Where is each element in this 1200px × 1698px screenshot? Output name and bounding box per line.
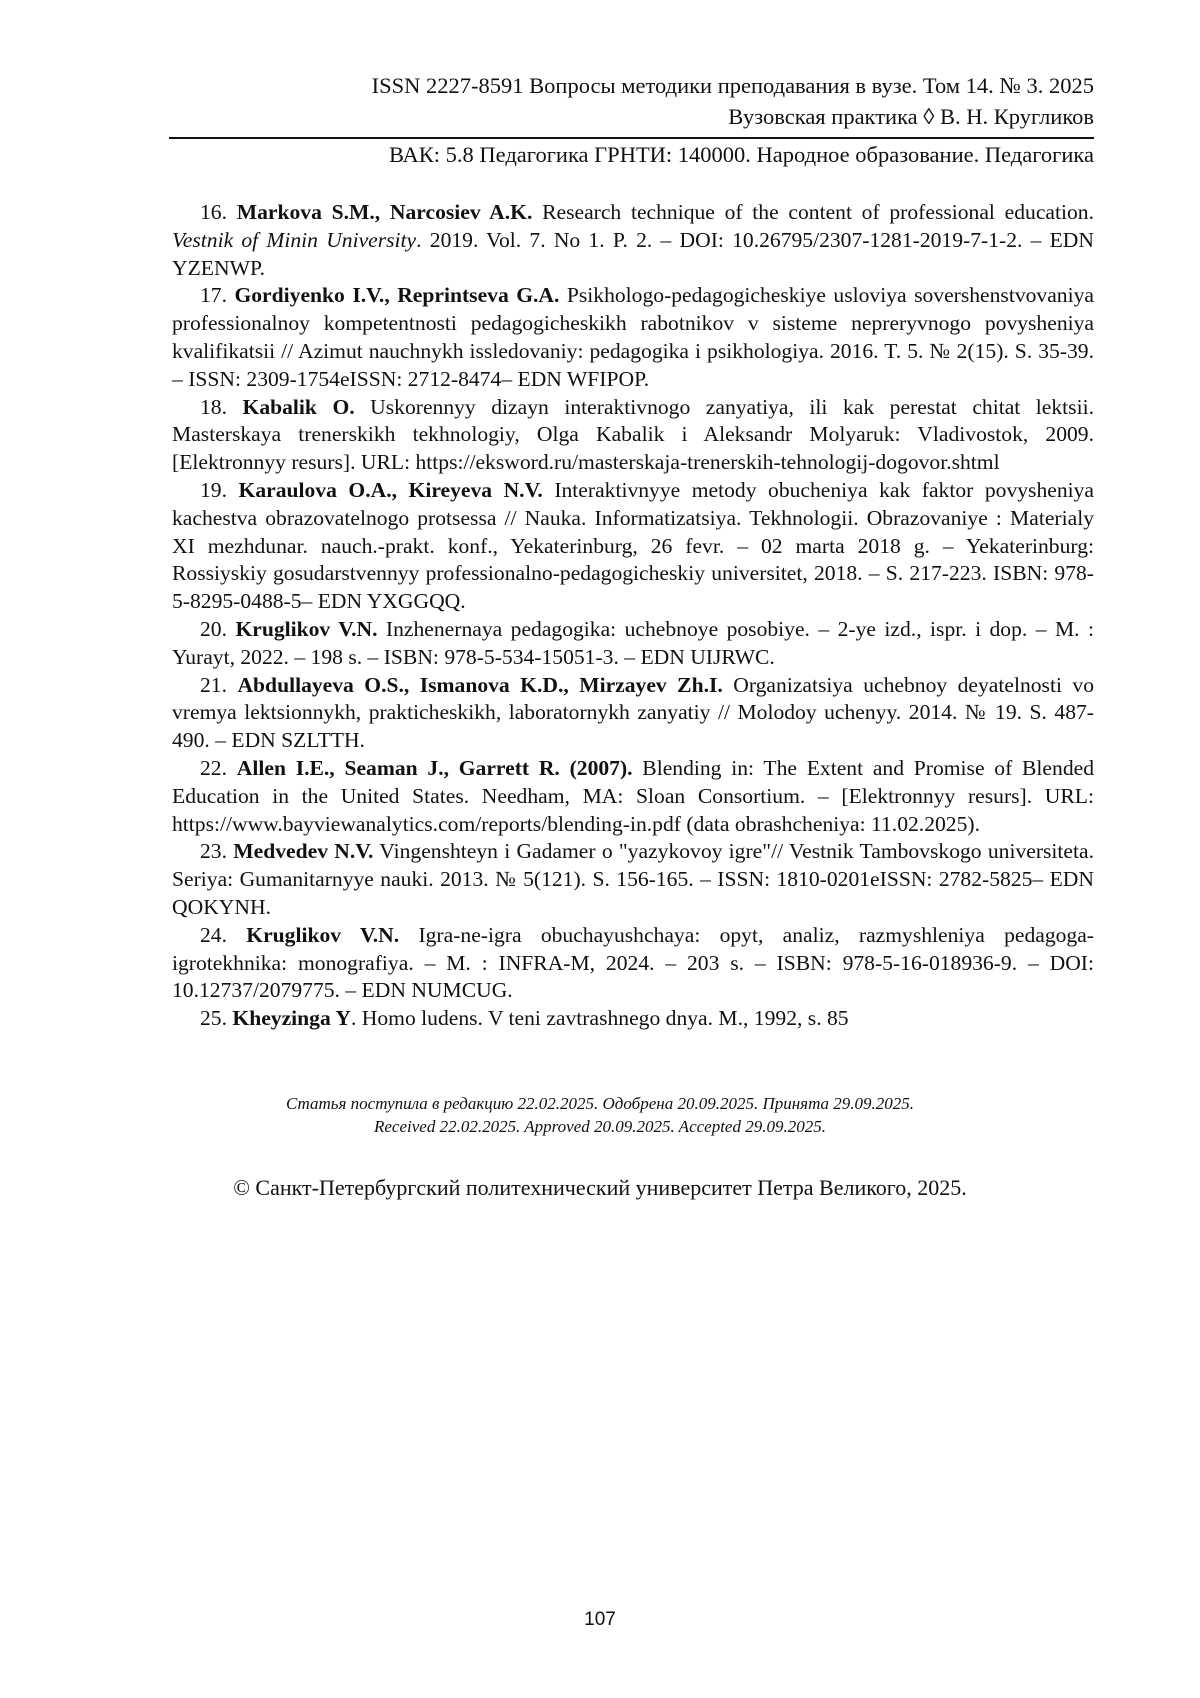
copyright: © Санкт-Петербургский политехнический университет Петра Великого, 2025. (233, 1175, 967, 1200)
classification-line: ВАК: 5.8 Педагогика ГРНТИ: 140000. Народное образование. Педагогика (388, 142, 1094, 167)
reference-text: Interaktivnyye metody obucheniya kak faktor povysheniya kachestva obrazovatelnogo protsessa // Nauka. Informatizatsiya. Tekhnologii. Obrazovaniye : Materialy XI mezhdunar. nauch.-prakt. konf., Yekaterinburg, 26 fevr. – 02 marta 2018 g. – Yekaterinburg: Rossiyskiy gosudarstvennyy professionalno-pedagogicheskiy universitet, 2018. – S. 217-223. ISBN: 978-5-8295-0488-5– EDN YXGGQQ. (172, 477, 1095, 614)
reference-authors: Kruglikov V.N. (246, 922, 400, 947)
reference-text: Organizatsiya uchebnoy deyatelnosti vo vremya lektsionnykh, prakticheskikh, laboratornykh zanyatiy // Molodoy uchenyy. 2014. № 19. S. 487-490. – EDN SZLTTH. (172, 672, 1094, 753)
reference-item (172, 1005, 1094, 1033)
reference-text: Blending in: The Extent and Promise of Blended Education in the United States. Needham, MA: Sloan Consortium. – [Elektronnyy resurs]. URL: https://www.bayviewanalytics.com/reports/blending-in.pdf (data obrashcheniya: 11.02.2025). (172, 755, 1094, 836)
dates-en: Received 22.02.2025. Approved 20.09.2025. Accepted 29.09.2025. (374, 1117, 826, 1136)
reference-text: . Homo ludens. V teni zavtrashnego dnya. M., 1992, s. 85 (350, 1006, 849, 1031)
reference-number: 19. (200, 477, 227, 502)
reference-text: Igra-ne-igra obuchayushchaya: opyt, analiz, razmyshleniya pedagoga-igrotekhnika: monografiya. – M. : INFRA-M, 2024. – 203 s. – ISBN: 978-5-16-018936-9. – DOI: 10.12737/2079775. – EDN NUMCUG. (172, 922, 1094, 1003)
journal-header: ISSN 2227-8591 Вопросы методики преподавания в вузе. Том 14. № 3. 2025 (371, 73, 1094, 98)
reference-number: 24. (200, 922, 227, 947)
reference-number: 16. (200, 200, 227, 224)
reference-item (172, 394, 1094, 477)
reference-number: 22. (200, 755, 227, 780)
reference-authors: Kabalik O. (242, 394, 355, 419)
reference-number: 20. (200, 616, 227, 641)
reference-list (172, 199, 1094, 1033)
article-dates (0, 1092, 1200, 1138)
reference-number: 23. (200, 839, 227, 864)
reference-item (172, 838, 1094, 921)
page-number: 107 (584, 1609, 616, 1630)
reference-item (172, 282, 1094, 393)
reference-text: . 2019. Vol. 7. No 1. P. 2. – DOI: 10.26795/2307-1281-2019-7-1-2. – EDN YZENWP. (172, 227, 1094, 280)
reference-text: Uskorennyy dizayn interaktivnogo zanyatiya, ili kak perestat chitat lektsii. Masterskaya trenerskikh tekhnologiy, Olga Kabalik i Aleksandr Molyaruk: Vladivostok, 2009. [Elektronnyy resurs]. URL: https://eksword.ru/masterskaja-trenerskih-tehnologij-dogovor.shtml (172, 394, 1094, 475)
section-author-header: Вузовская практика ◊ В. Н. Кругликов (728, 104, 1094, 129)
reference-number: 18. (200, 394, 227, 419)
reference-item (172, 672, 1094, 755)
reference-authors: Karaulova O.A., Kireyeva N.V. (238, 477, 543, 502)
reference-item (172, 199, 1094, 282)
reference-item (172, 616, 1094, 672)
header-rule (169, 137, 1094, 139)
reference-authors: Gordiyenko I.V., Reprintseva G.A. (234, 283, 560, 308)
reference-text: Psikhologo-pedagogicheskiye usloviya sovershenstvovaniya professionalnoy kompetentnosti pedagogicheskikh rabotnikov v sisteme nepreryvnogo povysheniya kvalifikatsii // Azimut nauchnykh issledovaniy: pedagogika i psikhologiya. 2016. T. 5. № 2(15). S. 35-39. – ISSN: 2309-1754eISSN: 2712-8474– EDN WFIPOP. (172, 283, 1094, 391)
reference-authors: Allen I.E., Seaman J., Garrett R. (2007). (236, 755, 633, 780)
reference-number: 21. (200, 672, 227, 697)
reference-text: Research technique of the content of professional education. (532, 200, 1094, 224)
reference-item (172, 922, 1094, 1005)
reference-number: 25. (200, 1006, 227, 1031)
dates-ru: Статья поступила в редакцию 22.02.2025. Одобрена 20.09.2025. Принята 29.09.2025. (285, 1094, 915, 1113)
reference-authors: Markova S.M., Narcosiev A.K. (236, 200, 533, 224)
reference-authors: Kruglikov V.N. (235, 616, 378, 641)
reference-item (172, 755, 1094, 838)
reference-authors: Abdullayeva O.S., Ismanova K.D., Mirzayev Zh.I. (237, 672, 723, 697)
reference-text: Vingenshteyn i Gadamer o "yazykovoy igre"// Vestnik Tambovskogo universiteta. Seriya: Gumanitarnyye nauki. 2013. № 5(121). S. 156-165. – ISSN: 1810-0201eISSN: 2782-5825– EDN QOKYNH. (172, 839, 1094, 919)
reference-text: Inzhenernaya pedagogika: uchebnoye posobiye. – 2-ye izd., ispr. i dop. – M. : Yurayt, 2022. – 198 s. – ISBN: 978-5-534-15051-3. – EDN UIJRWC. (172, 616, 1095, 669)
reference-number: 17. (200, 283, 227, 308)
reference-authors: Kheyzinga Y (232, 1006, 351, 1031)
reference-source-italic: Vestnik of Minin University (172, 227, 417, 252)
reference-item (172, 477, 1094, 616)
reference-authors: Medvedev N.V. (233, 839, 374, 864)
